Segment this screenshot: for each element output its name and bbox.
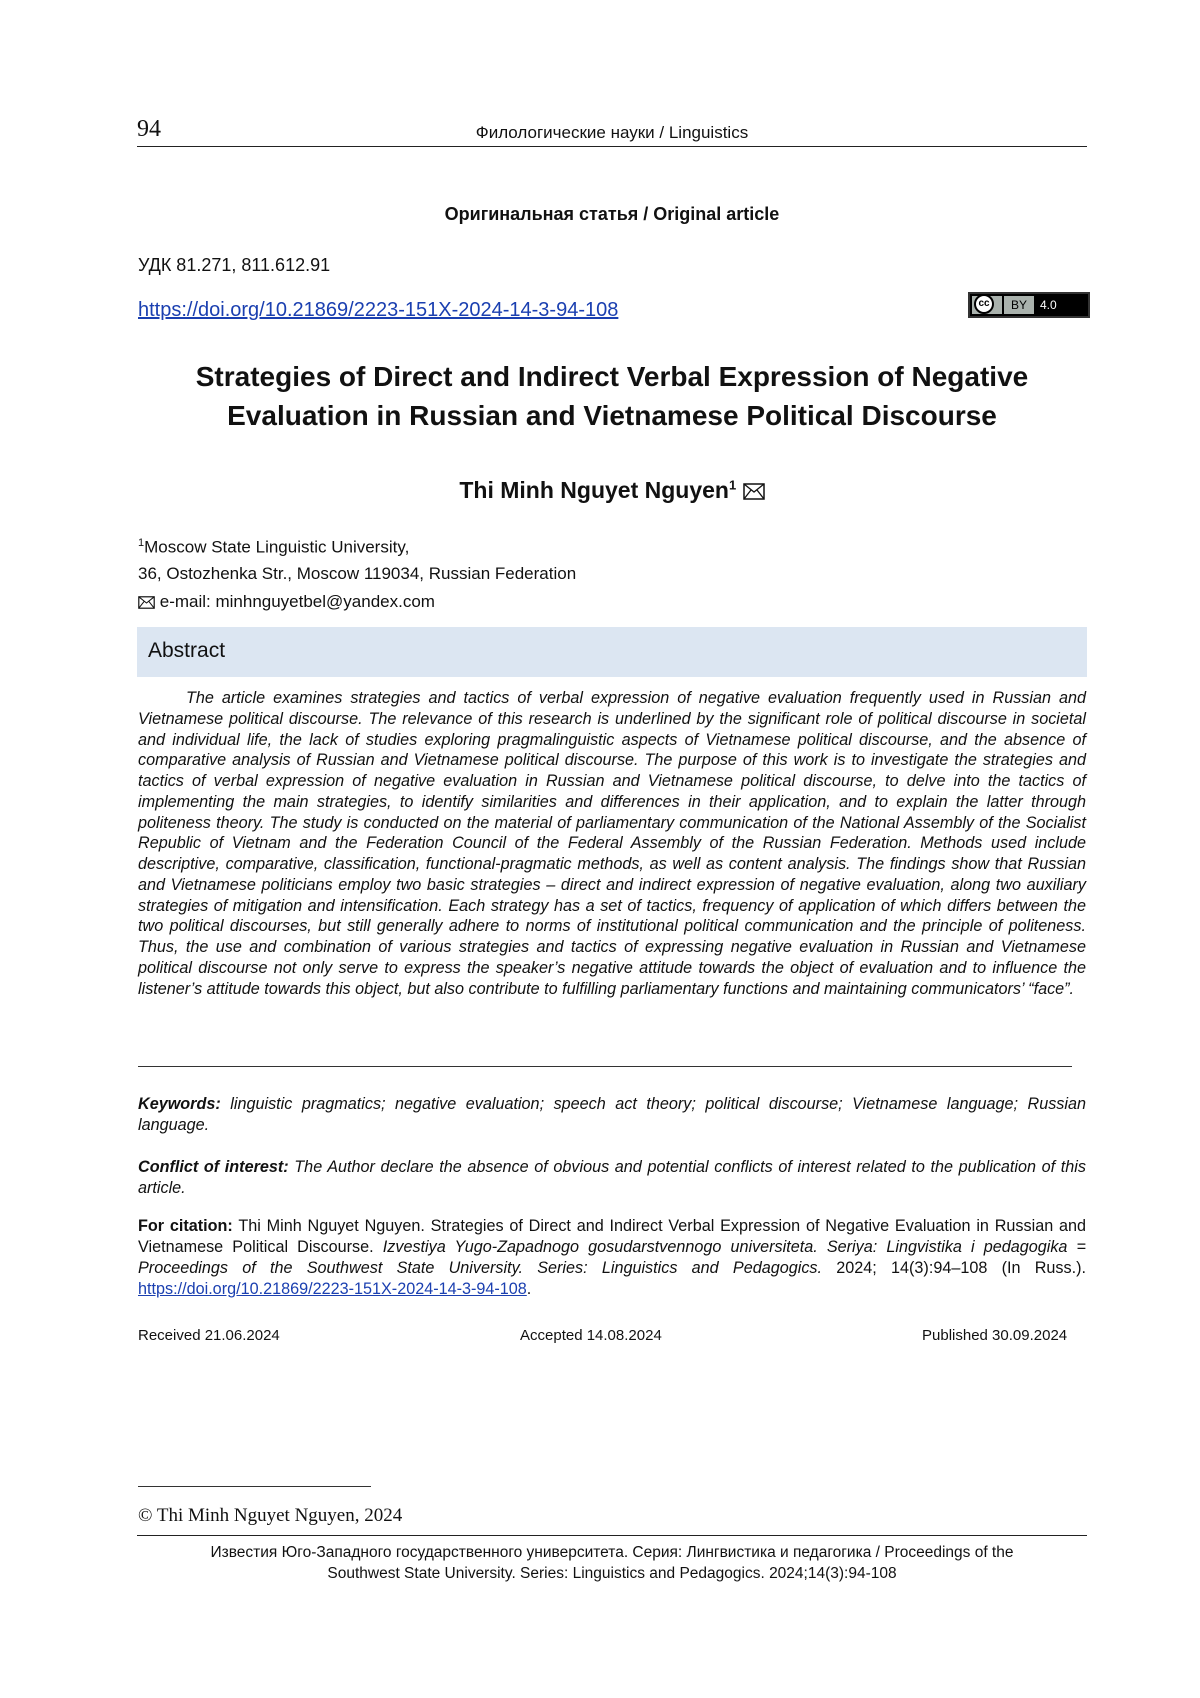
keywords-text: linguistic pragmatics; negative evaluation; speech act theory; political discourse; Vietnamese language; Russian language. (138, 1095, 1086, 1134)
accepted-date: Accepted 14.08.2024 (520, 1327, 662, 1344)
author-name: Thi Minh Nguyet Nguyen (459, 477, 729, 503)
footer-line2: Southwest State University. Series: Linguistics and Pedagogics. 2024;14(3):94-108 (137, 1563, 1087, 1584)
email-line (138, 592, 435, 612)
envelope-icon (138, 596, 155, 609)
citation-label: For citation: (138, 1217, 233, 1235)
running-head: Филологические науки / Linguistics (137, 123, 1087, 143)
keywords-label: Keywords: (138, 1095, 221, 1113)
citation-text: Thi Minh Nguyet Nguyen. Strategies of Direct and Indirect Verbal Expression of Negative Evaluation in Russian and Vietnamese Political Discourse. (138, 1217, 1086, 1256)
conflict-label: Conflict of interest: (138, 1158, 289, 1176)
copyright-notice: © Thi Minh Nguyet Nguyen, 2024 (138, 1505, 402, 1527)
published-date: Published 30.09.2024 (922, 1327, 1067, 1344)
footer-rule (137, 1535, 1087, 1536)
doi-link[interactable]: https://doi.org/10.21869/2223-151X-2024-14-3-94-108 (138, 299, 618, 322)
keywords (138, 1094, 1086, 1136)
citation (138, 1216, 1086, 1300)
udc-code: УДК 81.271, 811.612.91 (138, 255, 330, 276)
cc-version-label: 4.0 (1040, 296, 1057, 314)
cc-license-badge[interactable] (968, 292, 1090, 318)
section-divider (138, 1066, 1072, 1067)
abstract-text: The article examines strategies and tactics of verbal expression of negative evaluation frequently used in Russian and Vietnamese political discourse. The relevance of this research is underlined by the significant role of political discourse in societal and individual life, the lack of studies exploring pragmalinguistic aspects of Vietnamese political discourse, and the absence of comparative analysis of Russian and Vietnamese political discourse. The purpose of this work is to investigate the strategies and tactics of verbal expression of negative evaluation in Russian and Vietnamese political discourse, to delve into the tactics of implementing the main strategies, to identify similarities and differences in their application, and to explain the latter through politeness theory. The study is conducted on the material of parliamentary communication of the National Assembly of the Socialist Republic of Vietnam and the Federation Council of the Federal Assembly of the Russian Federation. Methods used include descriptive, comparative, classification, functional-pragmatic methods, as well as content analysis. The findings show that Russian and Vietnamese politicians employ two basic strategies – direct and indirect expression of negative evaluation, along two auxiliary strategies of mitigation and intensification. Each strategy has a set of tactics, frequency of application of which differs between the two political discourses, but still generally adhere to norms of institutional political communication and the principle of politeness. Thus, the use and combination of various strategies and tactics of expressing negative evaluation in Russian and Vietnamese political discourse not only serve to express the speaker’s negative attitude towards the object of evaluation and to influence the listener’s attitude towards this object, but also contribute to fulfilling parliamentary functions and maintaining communicators’ “face”. (138, 688, 1086, 999)
affiliation-line2: 36, Ostozhenka Str., Moscow 119034, Russian Federation (138, 561, 576, 587)
citation-journal: Izvestiya Yugo-Zapadnogo gosudarstvennogo universiteta. Seriya: Lingvistika i pedagogika = Proceedings of the Southwest State University. Series: Linguistics and Pedagogics. (138, 1238, 1086, 1277)
cc-by-label: BY (1004, 296, 1034, 314)
cc-icon: cc (974, 294, 994, 314)
affiliation-line1: Moscow State Linguistic University, (144, 538, 409, 557)
abstract-heading: Abstract (148, 639, 225, 663)
conflict-of-interest (138, 1157, 1086, 1199)
author-affiliation-sup: 1 (729, 477, 736, 492)
conflict-text: The Author declare the absence of obvious and potential conflicts of interest related to the publication of this article. (138, 1158, 1086, 1197)
footnote-rule (138, 1486, 371, 1487)
envelope-icon[interactable] (743, 483, 765, 500)
received-date: Received 21.06.2024 (138, 1327, 280, 1344)
footer-line1: Известия Юго-Западного государственного университета. Серия: Лингвистика и педагогика / Proceedings of the (137, 1542, 1087, 1563)
affiliation-sup: 1 (138, 537, 144, 549)
article-type: Оригинальная статья / Original article (137, 204, 1087, 225)
author-line (137, 477, 1087, 504)
page-number: 94 (137, 116, 161, 143)
article-title: Strategies of Direct and Indirect Verbal Expression of Negative Evaluation in Russian and Vietnamese Political Discourse (137, 357, 1087, 435)
citation-volume: 2024; 14(3):94–108 (In Russ.). (836, 1259, 1086, 1277)
abstract-heading-box (137, 627, 1087, 677)
journal-footer (137, 1542, 1087, 1584)
citation-end: . (527, 1280, 532, 1298)
affiliation (138, 530, 576, 587)
citation-doi-link[interactable]: https://doi.org/10.21869/2223-151X-2024-14-3-94-108 (138, 1280, 527, 1298)
header-rule (137, 146, 1087, 147)
email-text[interactable]: e-mail: minhnguyetbel@yandex.com (160, 592, 435, 611)
